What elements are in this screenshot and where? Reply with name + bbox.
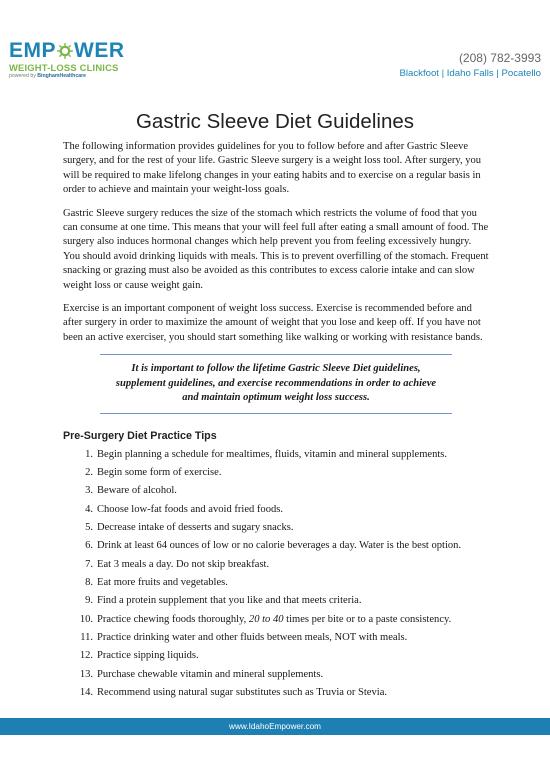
- list-item: [63, 464, 490, 482]
- list-item: [63, 684, 490, 702]
- sunburst-icon: [57, 43, 73, 59]
- logo-wordmark: [9, 41, 125, 61]
- item-text-emphasis: 20 to 40: [248, 613, 284, 625]
- phone-number: (208) 782-3993: [458, 51, 541, 65]
- list-item: [63, 629, 490, 647]
- item-text: Begin some form of exercise.: [97, 466, 222, 478]
- callout-line: It is important to follow the lifetime Gastric Sleeve Diet guidelines,: [131, 363, 421, 375]
- item-text-before: Practice chewing foods thoroughly,: [97, 613, 249, 625]
- item-text: Eat 3 meals a day. Do not skip breakfast.: [97, 558, 270, 570]
- logo-subtitle: WEIGHT-LOSS CLINICS: [9, 62, 119, 73]
- item-number: 1.: [85, 448, 93, 460]
- powered-by-prefix: powered by: [9, 73, 36, 79]
- item-number: 12.: [79, 650, 93, 662]
- guidelines-callout: [100, 354, 452, 413]
- list-item: [63, 446, 490, 464]
- section-heading: Pre-Surgery Diet Practice Tips: [63, 429, 217, 442]
- item-number: 11.: [80, 631, 93, 643]
- item-text: Begin planning a schedule for mealtimes, fluids, vitamin and mineral supplements.: [97, 448, 448, 460]
- logo-text-wer: WER: [74, 39, 125, 62]
- logo-text-em: EMP: [9, 39, 57, 62]
- item-number: 2.: [85, 466, 93, 478]
- item-text: Practice drinking water and other fluids between meals, NOT with meals.: [97, 631, 408, 643]
- item-number: 6.: [85, 540, 93, 552]
- item-text: Purchase chewable vitamin and mineral supplements.: [97, 668, 324, 680]
- callout-line: supplement guidelines, and exercise recommendations in order to achieve: [115, 377, 437, 389]
- empower-logo: [9, 41, 125, 80]
- document-body: [63, 140, 490, 702]
- item-number: 13.: [79, 668, 93, 680]
- item-text: Find a protein supplement that you like and that meets criteria.: [97, 595, 362, 607]
- logo-powered-by: [9, 73, 125, 80]
- website-url: www.IdahoEmpower.com: [229, 722, 321, 731]
- powered-by-brand: BinghamHealthcare: [37, 73, 87, 79]
- item-number: 9.: [85, 595, 93, 607]
- list-item: [63, 482, 490, 500]
- list-item: [63, 647, 490, 665]
- item-text: Decrease intake of desserts and sugary snacks.: [97, 521, 294, 533]
- item-number: 10.: [79, 613, 93, 625]
- page-title: Gastric Sleeve Diet Guidelines: [135, 110, 414, 133]
- item-text: Practice sipping liquids.: [97, 650, 199, 662]
- clinic-locations: Blackfoot | Idaho Falls | Pocatello: [399, 68, 541, 79]
- exercise-paragraph: Exercise is an important component of weight loss success. Exercise is recommended before and after surgery in order to maximize the amount of weight that you lose and keep off. If you have not been an active exerciser, you should start something like walking or working with resistance bands.: [63, 303, 483, 343]
- footer-bar: [0, 718, 550, 735]
- item-text: Beware of alcohol.: [97, 485, 177, 497]
- list-item: [63, 592, 490, 610]
- list-item: [63, 574, 490, 592]
- list-item: [63, 537, 490, 555]
- list-item: [63, 666, 490, 684]
- callout-line: and maintain optimum weight loss success.: [182, 392, 370, 404]
- tips-list: [63, 446, 490, 703]
- item-number: 4.: [85, 503, 93, 515]
- list-item: [63, 501, 490, 519]
- item-number: 5.: [85, 521, 93, 533]
- item-number: 3.: [85, 485, 93, 497]
- item-text: [97, 614, 451, 625]
- item-number: 8.: [85, 576, 93, 588]
- item-number: 14.: [79, 686, 93, 698]
- item-text: Choose low-fat foods and avoid fried foods.: [97, 503, 283, 515]
- list-item: [63, 611, 490, 629]
- list-item: [63, 556, 490, 574]
- item-text: Drink at least 64 ounces of low or no calorie beverages a day. Water is the best option.: [97, 540, 462, 552]
- item-number: 7.: [85, 558, 93, 570]
- surgery-paragraph: Gastric Sleeve surgery reduces the size of the stomach which restricts the volume of food that you can consume at one time. This means that your will feel full after eating a small amount of food. The surgery also induces hormonal changes which help prevent you from feeling excessively hungry. You should avoid drinking liquids with meals. This is to prevent overfilling of the stomach. Frequent snacking or grazing must also be avoided as this contributes to excess calorie intake and can slow weight loss or cause weight gain.: [63, 207, 489, 291]
- page-header: [0, 0, 550, 100]
- item-text: Recommend using natural sugar substitutes such as Truvia or Stevia.: [97, 686, 388, 698]
- intro-paragraph: The following information provides guidelines for you to follow before and after Gastric Sleeve surgery, and for the rest of your life. Gastric Sleeve surgery is a weight loss tool. After surgery, you will be required to make lifelong changes in your eating habits and to exercise on a regular basis in order to achieve and maintain your weight-loss goals.: [63, 141, 482, 196]
- item-text: Eat more fruits and vegetables.: [97, 576, 228, 588]
- contact-info: [399, 50, 541, 81]
- item-text-after: times per bite or to a paste consistency.: [283, 613, 452, 625]
- list-item: [63, 519, 490, 537]
